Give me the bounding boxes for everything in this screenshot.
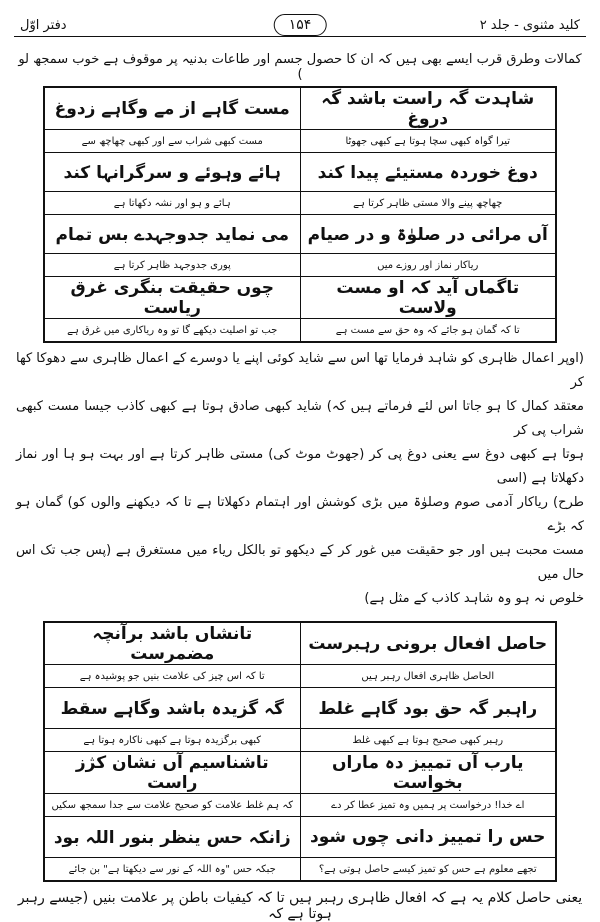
paragraph-line: طرح) ریاکار آدمی صوم وصلوٰۃ میں بڑی کوشش اور اہتمام دکھلاتا ہے تا کہ دیکھنے والوں کو) گمان ہو کہ بڑے xyxy=(16,495,584,534)
verse-row xyxy=(44,87,556,130)
commentary-paragraph xyxy=(16,347,584,611)
gloss-left: تا کہ اس چیز کی علامت بنیں جو پوشیدہ ہے xyxy=(44,665,300,688)
verse-right: شاہدت گہ راست باشد گہ دروغ xyxy=(300,87,556,130)
gloss-right: رہبر کبھی صحیح ہوتا ہے کبھی غلط xyxy=(300,729,556,752)
verse-row xyxy=(44,622,556,665)
gloss-row xyxy=(44,858,556,882)
paragraph-line: خلوص نہ ہو وہ شاہد کاذب کے مثل ہے) xyxy=(364,591,584,606)
gloss-row xyxy=(44,192,556,215)
gloss-left: پوری جدوجہد ظاہر کرتا ہے xyxy=(44,254,300,277)
gloss-left: ہائے و ہو اور نشہ دکھاتا ہے xyxy=(44,192,300,215)
verse-right: حاصل افعال برونی رہبرست xyxy=(300,622,556,665)
verse-table-2 xyxy=(43,621,557,882)
page-number: ۱۵۴ xyxy=(274,14,327,36)
verse-row xyxy=(44,817,556,858)
gloss-right: ریاکار نماز اور روزے میں xyxy=(300,254,556,277)
verse-row xyxy=(44,153,556,192)
verse-right: حس را تمییز دانی چوں شود xyxy=(300,817,556,858)
gloss-left: کبھی برگزیدہ ہوتا ہے کبھی ناکارہ ہوتا ہے xyxy=(44,729,300,752)
gloss-right: تیرا گواہ کبھی سچا ہوتا ہے کبھی جھوٹا xyxy=(300,130,556,153)
verse-left: زانکہ حس ینظر بنور اللہ بود xyxy=(44,817,300,858)
verse-left: ہائے وہوئے و سرگرانہا کند xyxy=(44,153,300,192)
gloss-right: تا کہ گمان ہو جائے کہ وہ حق سے مست ہے xyxy=(300,319,556,343)
gloss-left: مست کبھی شراب سے اور کبھی چھاچھ سے xyxy=(44,130,300,153)
page-header xyxy=(14,10,586,44)
gloss-row xyxy=(44,319,556,343)
verse-row xyxy=(44,752,556,794)
gloss-row xyxy=(44,729,556,752)
verse-left: می نماید جدوجہدے بس تمام xyxy=(44,215,300,254)
verse-left: مست گاہے از مے وگاہے زدوغ xyxy=(44,87,300,130)
verse-row xyxy=(44,688,556,729)
verse-left: چوں حقیقت بنگری غرق ریاست xyxy=(44,277,300,319)
verse-table-1 xyxy=(43,86,557,343)
verse-left: گہ گزیدہ باشد وگاہے سقط xyxy=(44,688,300,729)
book-title: کلید مثنوی - جلد ۲ xyxy=(479,18,580,33)
paragraph-line: ہوتا ہے کبھی دوغ سے یعنی دوغ پی کر (جھوٹ موٹ کی) مستی ظاہر کرتا ہے اور بہت ہو ہا اور نماز دکھلاتا ہے (اسی xyxy=(16,447,584,486)
verse-row xyxy=(44,277,556,319)
verse-right: تاگماں آید کہ او مست ولاست xyxy=(300,277,556,319)
closing-line: یعنی حاصل کلام یہ ہے کہ افعال ظاہری رہبر ہیں تا کہ کیفیات باطن پر علامت بنیں (جیسے رہبر ہوتا ہے کہ xyxy=(17,890,583,922)
header-rule xyxy=(14,36,586,37)
gloss-left: کہ ہم غلط علامت کو صحیح علامت سے جدا سمجھ سکیں xyxy=(44,794,300,817)
gloss-row xyxy=(44,794,556,817)
gloss-left: جب تو اصلیت دیکھے گا تو وہ ریاکاری میں غرق ہے xyxy=(44,319,300,343)
gloss-row xyxy=(44,130,556,153)
gloss-left: جبکہ حس "وہ اللہ کے نور سے دیکھتا ہے" بن جائے xyxy=(44,858,300,882)
gloss-row xyxy=(44,254,556,277)
verse-right: دوغ خوردہ مستیئے پیدا کند xyxy=(300,153,556,192)
paragraph-line: (اوپر اعمال ظاہری کو شاہد فرمایا تھا اس سے شاید کوئی اپنے یا دوسرے کے اعمال ظاہری سے دھوکا کھا کر xyxy=(16,351,584,390)
verse-left: تاشناسیم آں نشان کژز راست xyxy=(44,752,300,794)
verse-right: یارب آں تمییز دہ ماراں بخواست xyxy=(300,752,556,794)
verse-right: آں مرائی در صلوٰۃ و در صیام xyxy=(300,215,556,254)
gloss-row xyxy=(44,665,556,688)
verse-left: تانشاں باشد برآنچہ مضمرست xyxy=(44,622,300,665)
paragraph-line: مست محبت ہیں اور جو حقیقت میں غور کر کے دیکھو تو بالکل ریاء میں مستغرق ہے (پس جب تک اس حال میں xyxy=(16,543,584,582)
volume-title: دفتر اوّل xyxy=(20,18,67,33)
gloss-right: الحاصل ظاہری افعال رہبر ہیں xyxy=(300,665,556,688)
gloss-right: اے خدا! درخواست پر ہمیں وہ تمیز عطا کر دے xyxy=(300,794,556,817)
gloss-right: چھاچھ پینے والا مستی ظاہر کرتا ہے xyxy=(300,192,556,215)
gloss-right: تجھے معلوم ہے حس کو تمیز کیسے حاصل ہوتی ہے؟ xyxy=(300,858,556,882)
verse-right: راہبر گہ حق بود گاہے غلط xyxy=(300,688,556,729)
verse-row xyxy=(44,215,556,254)
paragraph-line: معتقد کمال کا ہو جاتا اس لئے فرماتے ہیں کہ) شاید کبھی صادق ہوتا ہے کبھی کاذب جیسا مست کبھی شراب پی کر xyxy=(16,399,584,438)
intro-line: کمالات وطرق قرب ایسے بھی ہیں کہ ان کا حصول جسم اور طاعات بدنیہ پر موقوف ہے خوب سمجھ لو ) xyxy=(18,52,582,82)
